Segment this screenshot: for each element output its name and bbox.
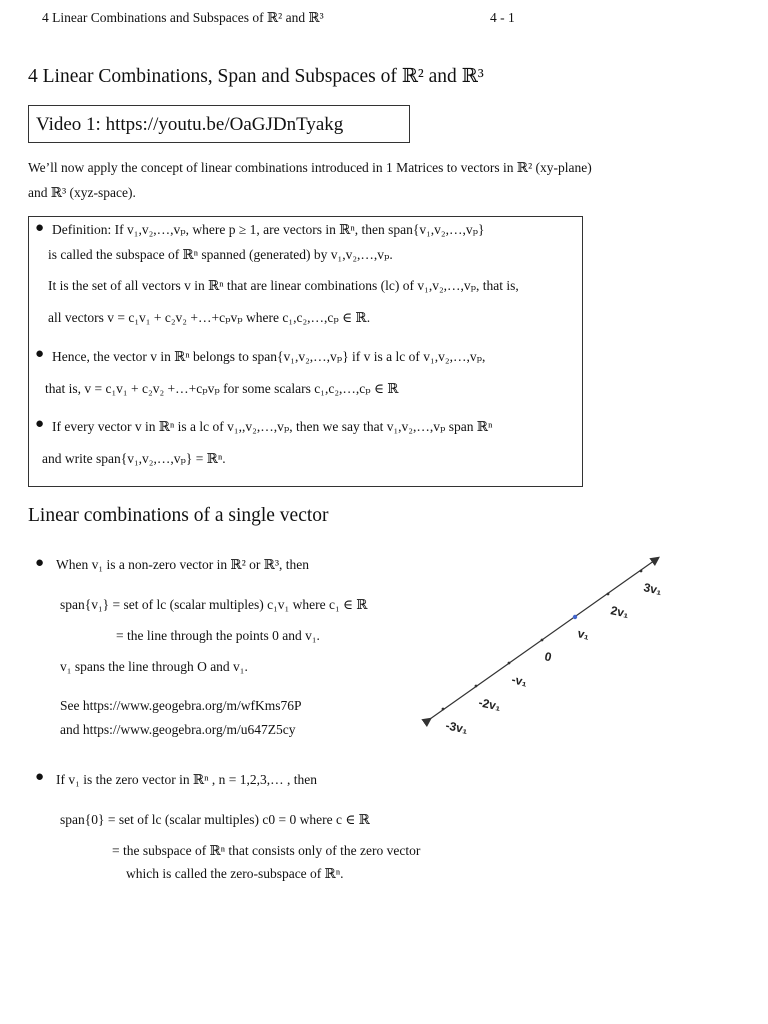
definition-line-4: all vectors v = c₁v₁ + c₂v₂ +…+cₚvₚ where c₁,c₂,…,cₚ ∈ ℝ. bbox=[48, 310, 371, 325]
diagram-point-label: 0 bbox=[543, 649, 553, 665]
section-title: Linear combinations of a single vector bbox=[28, 505, 329, 526]
zero-vector-line-4: which is called the zero-subspace of ℝⁿ. bbox=[126, 866, 344, 881]
page-number: 4 - 1 bbox=[490, 10, 515, 25]
single-vector-line-3: = the line through the points 0 and v₁. bbox=[116, 628, 320, 643]
diagram-point-label: 2v₁ bbox=[609, 603, 631, 621]
running-header: 4 Linear Combinations and Subspaces of ℝ² and ℝ³ bbox=[42, 10, 324, 25]
diagram-point-label: v₁ bbox=[576, 626, 591, 643]
definition-line-8: and write span{v₁,v₂,…,vₚ} = ℝⁿ. bbox=[42, 451, 226, 466]
diagram-point bbox=[573, 615, 577, 619]
diagram-point-label: -3v₁ bbox=[444, 718, 470, 737]
geogebra-link-2[interactable]: and https://www.geogebra.org/m/u647Z5cy bbox=[60, 722, 296, 737]
diagram-point bbox=[640, 570, 643, 573]
page-title: 4 Linear Combinations, Span and Subspaces of ℝ² and ℝ³ bbox=[28, 66, 484, 87]
definition-line-5: Hence, the vector v in ℝⁿ belongs to span{v₁,v₂,…,vₚ} if v is a lc of v₁,v₂,…,vₚ, bbox=[52, 349, 486, 364]
single-vector-line-4: v₁ spans the line through O and v₁. bbox=[60, 659, 248, 674]
diagram-point-label: 3v₁ bbox=[642, 580, 664, 598]
diagram-point-label: -2v₁ bbox=[477, 695, 503, 714]
diagram-point bbox=[475, 685, 478, 688]
span-line bbox=[430, 558, 658, 719]
definition-line-7: If every vector v in ℝⁿ is a lc of v₁,,v₂,…,vₚ, then we say that v₁,v₂,…,vₚ span ℝⁿ bbox=[52, 419, 493, 434]
diagram-point bbox=[442, 708, 445, 711]
zero-vector-line-1: If v₁ is the zero vector in ℝⁿ , n = 1,2,3,… , then bbox=[56, 772, 317, 787]
single-vector-line-2: span{v₁} = set of lc (scalar multiples) c₁v₁ where c₁ ∈ ℝ bbox=[60, 597, 368, 612]
definition-line-1: Definition: If v₁,v₂,…,vₚ, where p ≥ 1, are vectors in ℝⁿ, then span{v₁,v₂,…,vₚ} bbox=[52, 222, 485, 237]
intro-line-2: and ℝ³ (xyz-space). bbox=[28, 185, 136, 200]
definition-line-2: is called the subspace of ℝⁿ spanned (generated) by v₁,v₂,…,vₚ. bbox=[48, 247, 393, 262]
diagram-point bbox=[508, 662, 511, 665]
diagram-point bbox=[607, 593, 610, 596]
bullet-icon: ● bbox=[35, 220, 45, 236]
scalar-multiples-line-diagram bbox=[420, 548, 665, 740]
definition-line-6: that is, v = c₁v₁ + c₂v₂ +…+cₚvₚ for some scalars c₁,c₂,…,cₚ ∈ ℝ bbox=[45, 381, 399, 396]
bullet-icon: ● bbox=[35, 346, 45, 362]
diagram-point-label: -v₁ bbox=[510, 672, 529, 690]
single-vector-line-1: When v₁ is a non-zero vector in ℝ² or ℝ³, then bbox=[56, 557, 310, 572]
bullet-icon: ● bbox=[35, 416, 45, 432]
bullet-icon: ● bbox=[35, 555, 45, 571]
zero-vector-line-2: span{0} = set of lc (scalar multiples) c0 = 0 where c ∈ ℝ bbox=[60, 812, 370, 827]
diagram-point bbox=[541, 639, 544, 642]
video-link-box[interactable] bbox=[28, 105, 410, 143]
bullet-icon: ● bbox=[35, 769, 45, 785]
zero-vector-line-3: = the subspace of ℝⁿ that consists only of the zero vector bbox=[112, 843, 421, 858]
geogebra-link-1[interactable]: See https://www.geogebra.org/m/wfKms76P bbox=[60, 698, 302, 713]
intro-line-1: We’ll now apply the concept of linear combinations introduced in 1 Matrices to vectors in ℝ² (xy-plane) bbox=[28, 160, 592, 175]
definition-line-3: It is the set of all vectors v in ℝⁿ that are linear combinations (lc) of v₁,v₂,…,vₚ, that is, bbox=[48, 278, 519, 293]
video-link[interactable]: Video 1: https://youtu.be/OaGJDnTyakg bbox=[36, 114, 344, 135]
